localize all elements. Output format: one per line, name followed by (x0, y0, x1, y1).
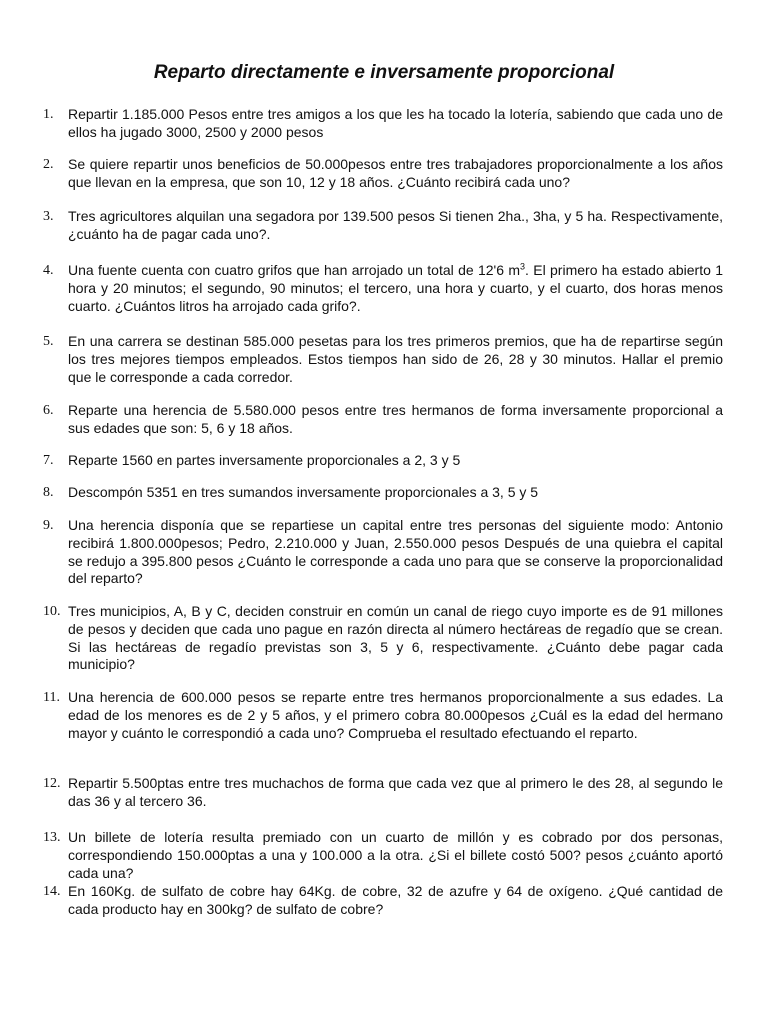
problem-text: Una herencia disponía que se repartiese un capital entre tres personas del siguiente modo: Antonio recibirá 1.800.000pesos; Pedro, 2.210.000 y Juan, 2.550.000 pesos Después de una quiebra el capital se redujo a 395.800 pesos ¿Cuánto le corresponde a cada uno para que se conserve la proporcionalidad del reparto? (68, 517, 723, 587)
problem-number: 4. (43, 263, 54, 278)
problem-number: 10. (43, 604, 61, 619)
problem-text: Un billete de lotería resulta premiado con un cuarto de millón y es cobrado por dos personas, correspondiendo 150.000ptas a una y 100.000 a la otra. ¿Si el billete costó 500? pesos ¿cuánto aportó cada una? (68, 829, 723, 881)
problem-text: Repartir 1.185.000 Pesos entre tres amigos a los que les ha tocado la lotería, sabiendo que cada uno de ellos ha jugado 3000, 2500 y 2000 pesos (68, 106, 723, 140)
problem-text: Tres municipios, A, B y C, deciden construir en común un canal de riego cuyo importe es de 91 millones de pesos y deciden que cada uno pague en razón directa al número hectáreas de regadío que se crean. Si las hectáreas de regadío previstas son 3, 5 y 6, respectivamente. ¿Cuánto debe pagar cada municipio? (68, 603, 723, 673)
problem-number: 13. (43, 830, 61, 845)
problem-number: 12. (43, 776, 61, 791)
problem-number: 2. (43, 157, 54, 172)
problem-number: 6. (43, 403, 54, 418)
problem-text-start: Una fuente cuenta con cuatro grifos que han arrojado un total de 12'6 m (68, 262, 521, 278)
problem-number: 5. (43, 334, 54, 349)
problem-number: 8. (43, 485, 54, 500)
problem-text: Tres agricultores alquilan una segadora por 139.500 pesos Si tienen 2ha., 3ha, y 5 ha. Respectivamente, ¿cuánto ha de pagar cada uno?. (68, 208, 723, 242)
problem-number: 14. (43, 884, 61, 899)
problem-text-end: . El primero ha estado abierto 1 hora y 20 minutos; el segundo, 90 minutos; el tercero, una hora y cuarto, y el cuarto, dos horas menos cuarto. ¿Cuántos litros ha arrojado cada grifo?. (68, 262, 723, 314)
superscript-exponent: 3 (520, 261, 526, 272)
problem-number: 1. (43, 107, 54, 122)
problem-text (68, 262, 723, 315)
problem-number: 7. (43, 453, 54, 468)
problem-text: Repartir 5.500ptas entre tres muchachos de forma que cada vez que al primero le des 28, al segundo le das 36 y al tercero 36. (68, 775, 723, 809)
problem-text: Descompón 5351 en tres sumandos inversamente proporcionales a 3, 5 y 5 (68, 484, 539, 500)
problem-number: 11. (43, 690, 60, 705)
problem-number: 3. (43, 209, 54, 224)
problem-text: Reparte 1560 en partes inversamente proporcionales a 2, 3 y 5 (68, 452, 461, 468)
problem-text: Se quiere repartir unos beneficios de 50.000pesos entre tres trabajadores proporcionalmente a los años que llevan en la empresa, que son 10, 12 y 18 años. ¿Cuánto recibirá cada uno? (68, 156, 723, 190)
page-title: Reparto directamente e inversamente proporcional (153, 62, 615, 83)
problem-text: Reparte una herencia de 5.580.000 pesos entre tres hermanos de forma inversamente proporcional a sus edades que son: 5, 6 y 18 años. (68, 402, 723, 436)
problem-text: Una herencia de 600.000 pesos se reparte entre tres hermanos proporcionalmente a sus edades. La edad de los menores es de 2 y 5 años, y el primero cobra 80.000pesos ¿Cuál es la edad del hermano mayor y cuánto le correspondió a cada uno? Comprueba el resultado efectuando el reparto. (68, 689, 723, 741)
problem-number: 9. (43, 518, 54, 533)
problem-text: En 160Kg. de sulfato de cobre hay 64Kg. de cobre, 32 de azufre y 64 de oxígeno. ¿Qué cantidad de cada producto hay en 300kg? de sulfato de cobre? (68, 883, 723, 917)
problem-text: En una carrera se destinan 585.000 pesetas para los tres primeros premios, que ha de repartirse según los tres mejores tiempos empleados. Estos tiempos han sido de 26, 28 y 30 minutos. Hallar el premio que le corresponde a cada corredor. (68, 333, 723, 385)
